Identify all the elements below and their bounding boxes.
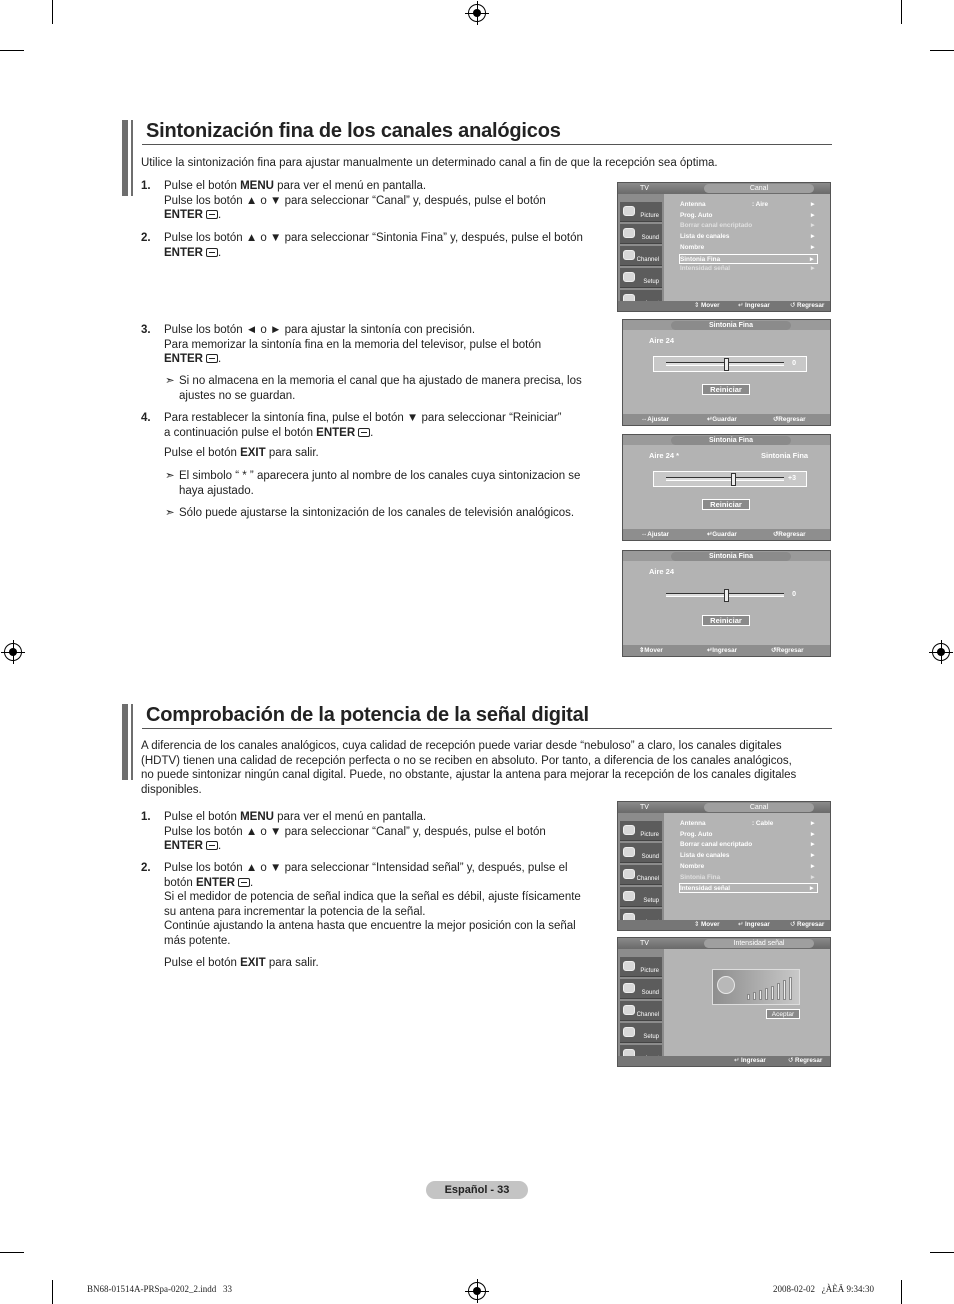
menu-item[interactable]: Intensidad señal ► [680, 265, 816, 272]
file-name: BN68-01514A-PRSpa-0202_2.indd 33 [87, 1284, 233, 1294]
signal-bar [747, 994, 750, 1000]
heading-bar [131, 120, 133, 196]
signal-bar [753, 992, 756, 1000]
menu-item[interactable]: Lista de canales ► [680, 852, 816, 859]
setup-icon [623, 1027, 635, 1037]
menu-item[interactable]: Nombre ► [680, 863, 816, 870]
registration-mark-icon [932, 643, 950, 661]
signal-bar [777, 983, 780, 1000]
setup-icon [623, 891, 635, 901]
heading-bar [131, 704, 133, 780]
registration-mark-icon [4, 643, 22, 661]
fine-tune-slider[interactable]: 0 [653, 356, 807, 372]
menu-item-selected[interactable]: Sintonia Fina ► [679, 254, 818, 264]
sidebar-item-channel[interactable]: Channel [620, 865, 662, 885]
section-heading [122, 704, 832, 734]
sidebar-item-channel[interactable]: Channel [620, 1001, 662, 1021]
channel-icon [623, 869, 635, 879]
sidebar-item-sound[interactable]: Sound [620, 979, 662, 999]
menu-item[interactable]: Borrar canal encriptado ► [680, 222, 816, 229]
signal-bar [759, 990, 762, 1000]
sound-icon [623, 847, 635, 857]
setup-icon [623, 272, 635, 282]
enter-icon [206, 354, 218, 363]
sidebar-item-picture[interactable]: Picture [620, 821, 662, 841]
menu-item[interactable]: Prog. Auto ► [680, 212, 816, 219]
sidebar-item-channel[interactable]: Channel [620, 246, 662, 266]
enter-icon [206, 248, 218, 257]
reset-button[interactable]: Reiniciar [702, 499, 750, 510]
sound-icon [623, 983, 635, 993]
signal-bar [789, 977, 792, 1000]
fine-tune-slider[interactable]: 0 [653, 587, 807, 603]
note-arrow-icon: ➣ [165, 507, 175, 519]
sidebar-item-setup[interactable]: Setup [620, 268, 662, 288]
satellite-dish-icon [717, 976, 735, 994]
fine-tune-panel: Sintonia Fina Aire 24 * Sintonia Fina +3 Reiniciar ⇔ Ajustar ↵ Guardar ↺ Regresar [622, 434, 831, 541]
section-title: Comprobación de la potencia de la señal digital [146, 704, 589, 726]
enter-icon [358, 428, 370, 437]
picture-icon [623, 961, 635, 971]
note-arrow-icon: ➣ [165, 375, 175, 387]
menu-item[interactable]: Antenna : Cable ► [680, 820, 816, 827]
enter-icon [206, 210, 218, 219]
heading-bar [122, 704, 128, 780]
enter-icon [238, 878, 250, 887]
signal-bar [771, 986, 774, 1000]
fine-tune-panel: Sintonia Fina Aire 24 0 Reiniciar ⇔ Ajustar ↵ Guardar ↺ Regresar [622, 319, 831, 426]
intro-text: Utilice la sintonización fina para ajustar manualmente un determinado canal a fin de que la recepción sea óptima. [141, 157, 718, 169]
menu-item[interactable]: Nombre ► [680, 244, 816, 251]
menu-item[interactable]: Borrar canal encriptado ► [680, 841, 816, 848]
section-heading [122, 120, 832, 150]
sidebar-item-sound[interactable]: Sound [620, 843, 662, 863]
registration-mark-icon [468, 1282, 486, 1300]
sidebar-item-picture[interactable]: Picture [620, 957, 662, 977]
crop-mark [0, 1252, 24, 1253]
menu-item[interactable]: Prog. Auto ► [680, 831, 816, 838]
note-arrow-icon: ➣ [165, 470, 175, 482]
reset-button[interactable]: Reiniciar [702, 384, 750, 395]
crop-mark [52, 1280, 53, 1304]
crop-mark [0, 50, 24, 51]
tv-menu-canal: TV Canal Picture Sound Channel Setup Antenna : Cable ► Prog. Auto ► Borrar canal encriptado ► Lista de canales ► Nombre ► Sintonia Fina ► Intensidad señal ► ⇕ Mover ↵ Ingresar ↺ Regresar [617, 801, 831, 931]
enter-icon [206, 841, 218, 850]
accept-button[interactable]: Aceptar [766, 1009, 800, 1019]
intro-text: A diferencia de los canales analógicos, cuya calidad de recepción puede variar desde “nebuloso” a claro, los canales digitales (HDTV) tienen una calidad de recepción perfecta o no se reciben en absoluto. Por tanto, a diferencia de los canales analógicos, no puede sintonizar ningún canal digital. Puede, no obstante, ajustar la antena para mejorar la recepción de los canales digitales disponibles. [141, 740, 797, 796]
picture-icon [623, 206, 635, 216]
crop-mark [901, 1280, 902, 1304]
timestamp: 2008-02-02 ¿ÀÈÄ 9:34:30 [773, 1284, 874, 1294]
picture-icon [623, 825, 635, 835]
signal-bar [765, 988, 768, 1000]
crop-mark [52, 0, 53, 24]
crop-mark [930, 50, 954, 51]
menu-item[interactable]: Lista de canales ► [680, 233, 816, 240]
registration-mark-icon [468, 4, 486, 22]
menu-item-selected[interactable]: Intensidad señal ► [679, 883, 818, 893]
menu-item[interactable]: Antenna : Aire ► [680, 201, 816, 208]
heading-rule [142, 728, 832, 729]
menu-item[interactable]: Sintonia Fina ► [680, 874, 816, 881]
page-number: Español - 33 [426, 1181, 528, 1199]
heading-rule [142, 144, 832, 145]
sidebar-item-setup[interactable]: Setup [620, 1023, 662, 1043]
channel-icon [623, 250, 635, 260]
heading-bar [122, 120, 128, 196]
sidebar-item-setup[interactable]: Setup [620, 887, 662, 907]
fine-tune-panel: Sintonia Fina Aire 24 0 Reiniciar ⇕ Mover ↵ Ingresar ↺ Regresar [622, 550, 831, 657]
crop-mark [901, 0, 902, 24]
reset-button[interactable]: Reiniciar [702, 615, 750, 626]
crop-mark [930, 1252, 954, 1253]
page-title: Sintonización fina de los canales analógicos [146, 120, 561, 142]
signal-bar [783, 980, 786, 1000]
fine-tune-slider[interactable]: +3 [653, 471, 807, 487]
sidebar-item-picture[interactable]: Picture [620, 202, 662, 222]
channel-icon [623, 1005, 635, 1015]
sidebar-item-sound[interactable]: Sound [620, 224, 662, 244]
sound-icon [623, 228, 635, 238]
signal-meter [712, 969, 800, 1005]
tv-menu-signal: TV Intensidad señal Picture Sound Channel Setup Aceptar ↵ Ingresar ↺ Regresar [617, 937, 831, 1067]
tv-menu-canal: TV Canal Picture Sound Channel Setup Antenna : Aire ► Prog. Auto ► Borrar canal encriptado ► Lista de canales ► Nombre ► Sintonia Fina ► Intensidad señal ► ⇕ Mover ↵ Ingresar ↺ Regresar [617, 182, 831, 312]
